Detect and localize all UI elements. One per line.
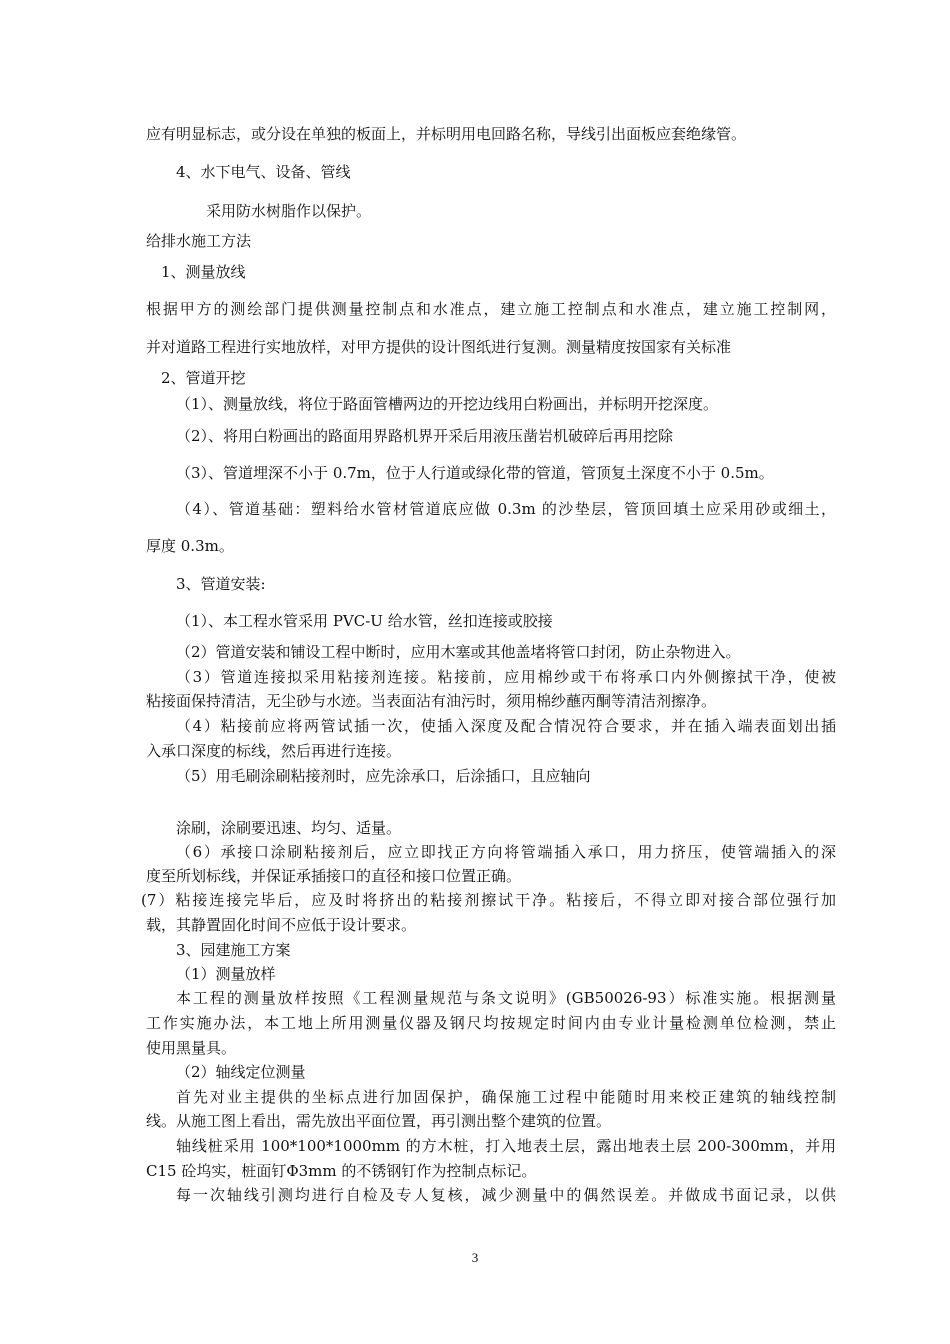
text-line: 粘接面保持清洁，无尘砂与水迹。当表面沾有油污时，须用棉纱蘸丙酮等清洁剂擦净。: [146, 692, 717, 710]
text-line: 本工程的测量放样按照《工程测量规范与条文说明》(GB50026-93）标准实施。根据测量: [176, 989, 836, 1007]
text-line: （2）管道安装和铺设工程中断时，应用木塞或其他盖堵将管口封闭，防止杂物进入。: [176, 643, 741, 661]
text-line: （1）、测量放线，将位于路面管槽两边的开挖边线用白粉画出，并标明开挖深度。: [176, 395, 719, 413]
section-heading: （2）轴线定位测量: [176, 1063, 306, 1081]
text-line: 工作实施办法，本工地上所用测量仪器及钢尺均按规定时间内由专业计量检测单位检测，禁止: [146, 1014, 836, 1032]
text-line: 应有明显标志，或分设在单独的板面上，并标明用电回路名称，导线引出面板应套绝缘管。: [146, 125, 747, 143]
text-line: （1）、本工程水管采用 PVC-U 给水管，丝扣连接或胶接: [176, 612, 553, 630]
text-line: 度至所划标线，并保证承插接口的直径和接口位置正确。: [146, 867, 522, 885]
text-line: 轴线桩采用 100*100*1000mm 的方木桩，打入地表土层，露出地表土层 200-300mm，并用: [176, 1137, 836, 1155]
text-line: 使用黑量具。: [146, 1039, 237, 1057]
text-line: 涂刷，涂刷要迅速、均匀、适量。: [176, 819, 402, 837]
text-line: 采用防水树脂作以保护。: [206, 202, 372, 220]
text-line: 载，其静置固化时间不应低于设计要求。: [146, 916, 417, 934]
section-heading: 2、管道开挖: [161, 369, 246, 387]
text-line: （4）粘接前应将两管试插一次，使插入深度及配合情况符合要求，并在插入端表面划出插: [176, 717, 836, 735]
section-heading: 给排水施工方法: [146, 232, 252, 250]
text-line: （3）管道连接拟采用粘接剂连接。粘接前，应用棉纱或干布将承口内外侧擦拭干净，使被: [176, 668, 836, 686]
section-heading: 3、园建施工方案: [176, 941, 291, 959]
text-line: （4）、管道基础：塑料给水管材管道底应做 0.3m 的沙垫层，管顶回填土应采用砂或细土，: [176, 500, 836, 518]
text-line: 线。从施工图上看出，需先放出平面位置，再引测出整个建筑的位置。: [146, 1112, 612, 1130]
text-line: 厚度 0.3m。: [146, 537, 234, 555]
page-number: 3: [471, 1250, 479, 1265]
text-line: 根据甲方的测绘部门提供测量控制点和水准点，建立施工控制点和水准点，建立施工控制网，: [146, 300, 836, 318]
text-line: 并对道路工程进行实地放样，对甲方提供的设计图纸进行复测。测量精度按国家有关标准: [146, 338, 732, 356]
section-heading: 4、水下电气、设备、管线: [176, 163, 351, 181]
text-line: 每一次轴线引测均进行自检及专人复核，减少测量中的偶然误差。并做成书面记录，以供: [176, 1186, 836, 1204]
text-line: （3）、管道埋深不小于 0.7m，位于人行道或绿化带的管道，管顶复土深度不小于 0.5m。: [176, 464, 774, 482]
text-line: （2）、将用白粉画出的路面用界路机界开采后用液压凿岩机破碎后再用挖除: [176, 427, 674, 445]
text-line: (7）粘接连接完毕后，应及时将挤出的粘接剂擦试干净。粘接后，不得立即对接合部位强行加: [141, 891, 836, 909]
text-line: C15 砼坞实，桩面钉Φ3mm 的不锈钢钉作为控制点标记。: [146, 1162, 537, 1180]
text-line: 首先对业主提供的坐标点进行加固保护，确保施工过程中能随时用来校正建筑的轴线控制: [176, 1088, 836, 1106]
section-heading: （1）测量放样: [176, 965, 276, 983]
section-heading: 1、测量放线: [161, 263, 246, 281]
text-line: （6）承接口涂刷粘接剂后，应立即找正方向将管端插入承口，用力挤压，使管端插入的深: [176, 843, 836, 861]
text-line: （5）用毛刷涂刷粘接剂时，应先涂承口，后涂插口，且应轴向: [176, 767, 591, 785]
section-heading: 3、管道安装:: [176, 575, 266, 593]
text-line: 入承口深度的标线，然后再进行连接。: [146, 742, 402, 760]
